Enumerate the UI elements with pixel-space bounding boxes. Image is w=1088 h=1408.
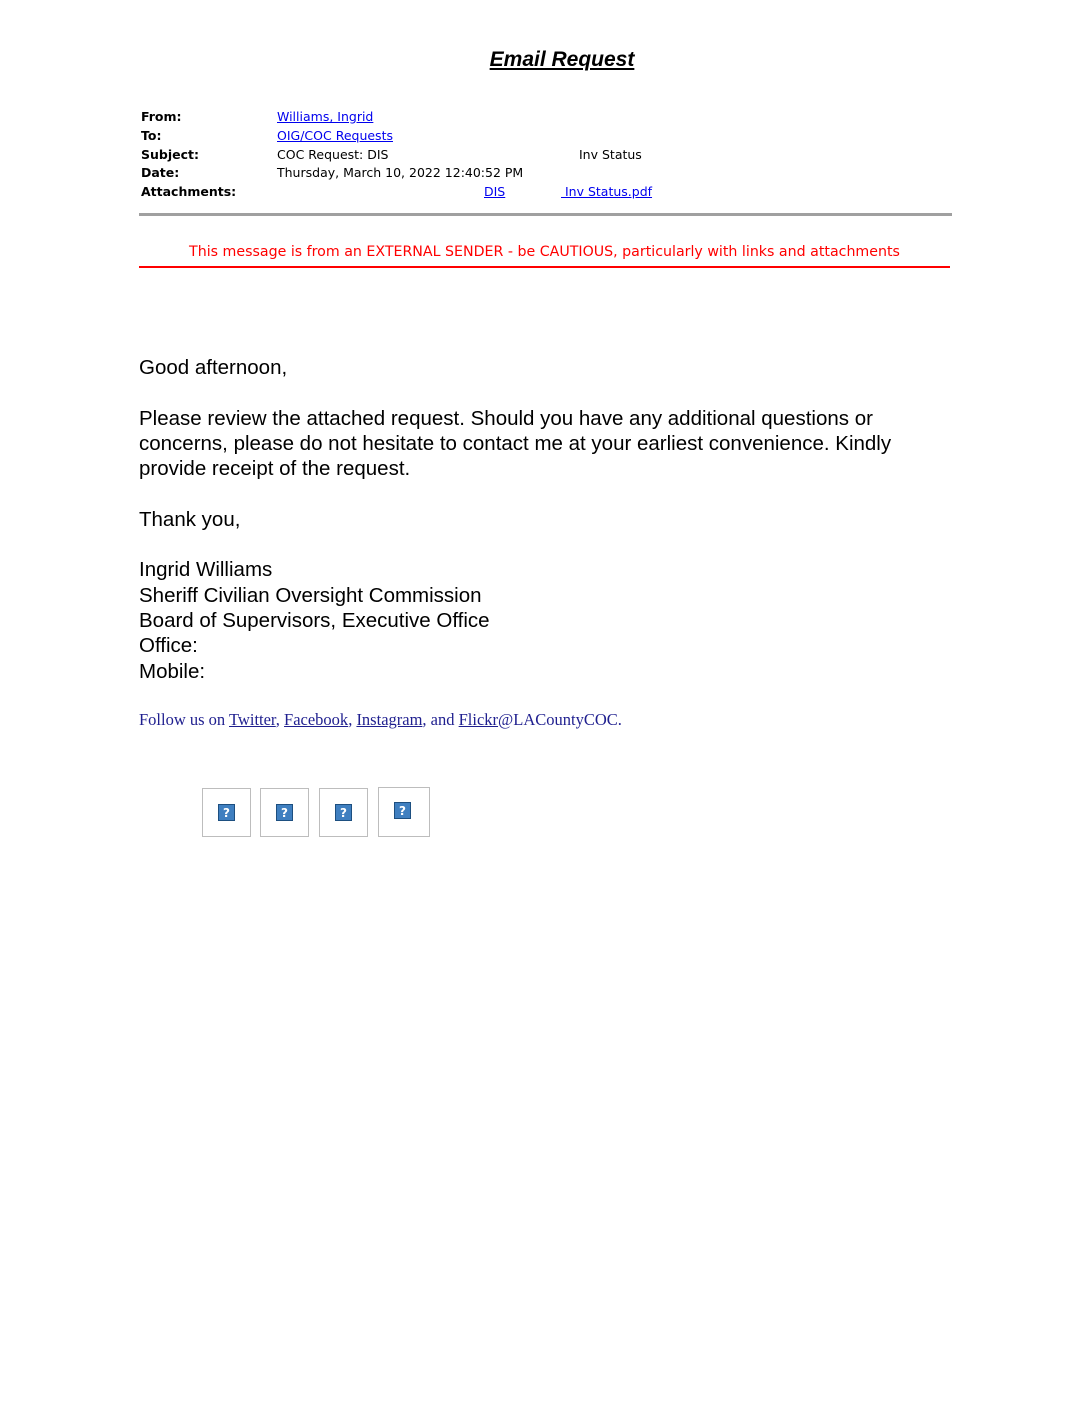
date-label: Date: bbox=[141, 165, 180, 181]
external-sender-warning: This message is from an EXTERNAL SENDER - be CAUTIOUS, particularly with links and attachments bbox=[189, 244, 900, 260]
missing-image-placeholder[interactable] bbox=[319, 788, 368, 837]
attachment-link-dis[interactable]: DIS bbox=[484, 184, 506, 200]
page-title: Email Request bbox=[489, 48, 635, 71]
missing-image-placeholder[interactable] bbox=[260, 788, 309, 837]
warning-underline bbox=[139, 266, 950, 268]
attachment-link-pdf[interactable]: Inv Status.pdf bbox=[561, 184, 653, 200]
signature-office-phone: Office: bbox=[139, 634, 198, 658]
signature-name: Ingrid Williams bbox=[139, 558, 273, 582]
social-follow-line bbox=[139, 710, 622, 730]
subject-value bbox=[277, 146, 642, 165]
social-image-placeholders bbox=[202, 788, 442, 840]
missing-image-placeholder[interactable] bbox=[202, 788, 251, 837]
follow-sep: , bbox=[275, 710, 285, 729]
body-line-3: provide receipt of the request. bbox=[139, 457, 411, 481]
question-mark-icon: ? bbox=[335, 804, 352, 821]
signature-org: Sheriff Civilian Oversight Commission bbox=[139, 583, 482, 607]
flickr-link[interactable]: Flickr bbox=[458, 710, 499, 729]
facebook-link[interactable]: Facebook bbox=[284, 710, 349, 729]
subject-label: Subject: bbox=[141, 146, 199, 162]
from-label: From: bbox=[141, 109, 182, 124]
question-mark-icon: ? bbox=[218, 804, 235, 821]
from-link[interactable]: Williams, Ingrid bbox=[277, 109, 374, 124]
to-link[interactable]: OIG/COC Requests bbox=[277, 127, 393, 143]
twitter-link[interactable]: Twitter bbox=[229, 710, 276, 729]
question-mark-icon: ? bbox=[394, 802, 411, 819]
signature-office: Board of Supervisors, Executive Office bbox=[139, 608, 490, 632]
email-body bbox=[139, 355, 969, 684]
subject-value-a: COC Request: DIS bbox=[277, 146, 389, 162]
to-label: To: bbox=[141, 127, 162, 143]
greeting: Good afternoon, bbox=[139, 356, 288, 379]
follow-prefix: Follow us on bbox=[139, 710, 230, 729]
instagram-link[interactable]: Instagram bbox=[356, 710, 423, 729]
follow-sep: , bbox=[348, 710, 357, 729]
follow-suffix: @LACountyCOC. bbox=[498, 710, 622, 729]
body-line-1: Please review the attached request. Should you have any additional questions or bbox=[139, 406, 873, 430]
signature-mobile-phone: Mobile: bbox=[139, 659, 206, 683]
body-line-2: concerns, please do not hesitate to contact me at your earliest convenience. Kindly bbox=[139, 431, 892, 455]
attachments-label: Attachments: bbox=[141, 184, 237, 200]
subject-value-b: Inv Status bbox=[579, 146, 642, 162]
question-mark-icon: ? bbox=[276, 804, 293, 821]
closing: Thank you, bbox=[139, 507, 241, 531]
follow-sep: , and bbox=[422, 710, 459, 729]
missing-image-placeholder[interactable] bbox=[378, 787, 430, 837]
header-divider bbox=[139, 213, 952, 216]
date-value: Thursday, March 10, 2022 12:40:52 PM bbox=[277, 165, 524, 181]
